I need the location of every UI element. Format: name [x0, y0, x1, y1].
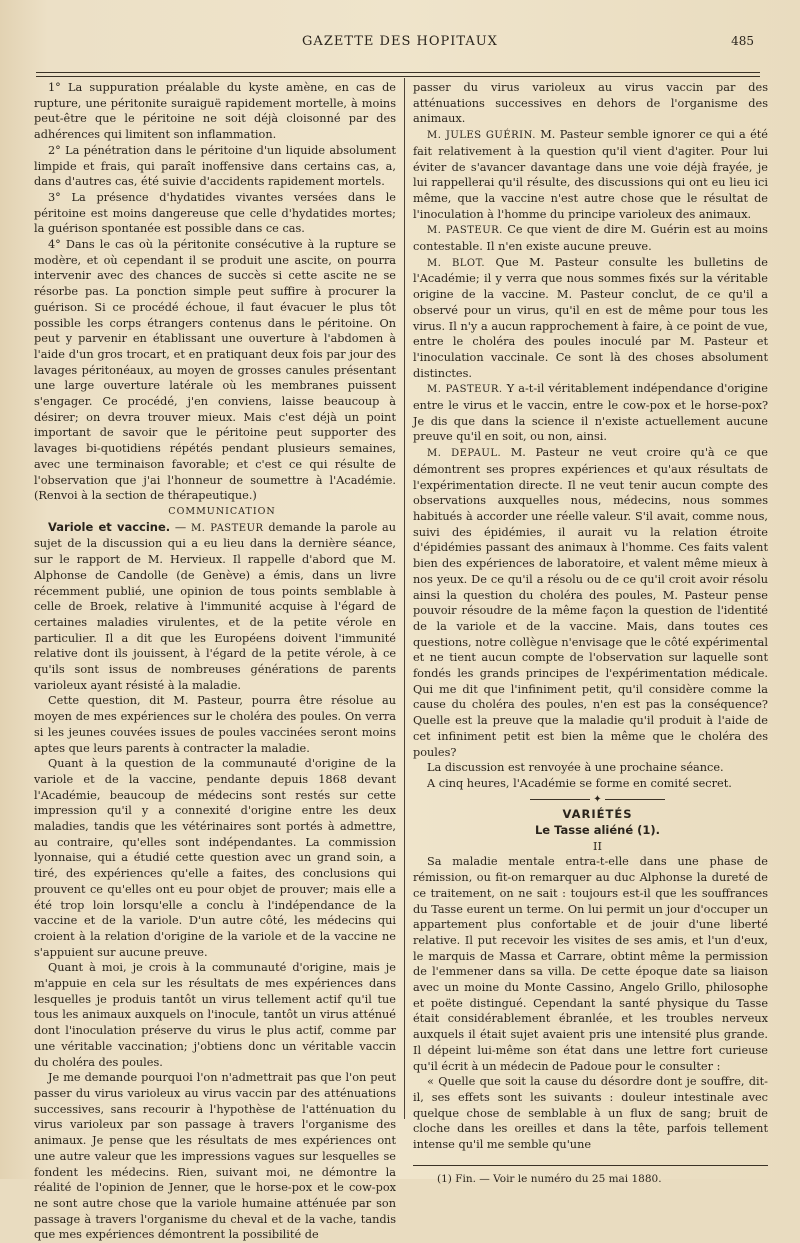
paragraph: A cinq heures, l'Académie se forme en comité secret. — [427, 776, 732, 790]
paragraph-text: demande la parole au sujet de la discussion qui a eu lieu dans la dernière séance, sur le rapport de M. Hervieux. Il rappelle d'abord que M. Alphonse de Candolle (de Genève) a émis, dans un livre récemment publié, une opinion de tous points semblable à celle de Broek, relative à l'immunité acquise à l'égard de certaines maladies virulentes, et de la petite vérole en particulier. Il a dit que les Européens doivent l'immunité relative dont ils jouissent, à l'égard de la petite vérole, à ce qu'ils sont issus de nombreuses générations de parents varioleux ayant résisté à la maladie. — [34, 520, 397, 692]
paragraph: La discussion est renvoyée à une prochaine séance. — [427, 761, 724, 775]
paragraph: 3° La présence d'hydatides vivantes versées dans le péritoine est moins dangereuse que celle d'hydatides mortes; la guérison spontanée est possible dans ce cas. — [34, 190, 396, 236]
paragraph: Je me demande pourquoi l'on n'admettrait pas que l'on peut passer du virus varioleux au virus vaccin par des atténuations successives, sans recourir à l'hypothèse de l'atténuation du virus varioleux par son passage à travers l'organisme des animaux. Je pense que les résultats de mes expériences ont une autre valeur que les impressions vagues sur lesquelles se fondent les médecins. Rien, suivant moi, ne démontre la réalité de l'opinion de Jenner, que le horse-pox et le cow-pox ne sont autre chose que la variole humaine atténuée par son passage à travers l'organisme du cheval et de la vache, tandis que mes expériences démontrent la possibilité de — [34, 1071, 396, 1242]
speaker-name: M. BLOT. — [427, 257, 486, 269]
paragraph — [413, 222, 768, 254]
speaker-name: M. PASTEUR. — [427, 225, 503, 237]
header-rule — [36, 72, 760, 77]
paragraph — [413, 381, 768, 445]
paragraph-text: Que M. Pasteur consulte les bulletins de l'Académie; il y verra que nous sommes fixés sur la véritable origine de la vaccine. M. Pasteur conclut, de ce qu'il a observé pour un virus, qu'il en est de même pour tous les virus. Il n'y a aucun rapprochement à faire, à ce point de vue, entre le choléra des poules inoculé par M. Pasteur et l'inoculation vaccinale. Ce sont là des choses absolument distinctes. — [413, 255, 768, 380]
paragraph — [413, 255, 768, 382]
paragraph — [34, 520, 396, 694]
speaker-name: M. JULES GUÉRIN. — [427, 130, 536, 142]
footnote-rule — [413, 1165, 768, 1166]
ornament-divider: ✦ — [413, 792, 768, 808]
paragraph: Cette question, dit M. Pasteur, pourra être résolue au moyen de mes expériences sur le choléra des poules. On verra si les jeunes couvées issues de poules vaccinées seront moins aptes que leurs parents à contracter la maladie. — [34, 694, 396, 755]
page-number: 485 — [731, 34, 754, 48]
journal-title: GAZETTE DES HOPITAUX — [302, 34, 498, 49]
section-heading: VARIÉTÉS — [562, 807, 633, 822]
right-column — [413, 80, 768, 1185]
speaker-name: M. PASTEUR — [190, 522, 264, 534]
article-title: Le Tasse aliéné (1). — [534, 823, 661, 838]
paragraph-text: Y a-t-il véritablement indépendance d'origine entre le virus et le vaccin, entre le cow-pox et le horse-pox? Je dis que dans la science il n'existe actuellement aucune preuve qu'il en soit, ou non, ainsi. — [413, 382, 768, 444]
paragraph: Quant à moi, je crois à la communauté d'origine, mais je m'appuie en cela sur les résultats de mes expériences dans lesquelles je produis tantôt un virus tellement actif qu'il tue tous les animaux auxquels on l'inocule, tantôt un virus atténué dont l'inoculation préserve du virus le plus actif, comme par une véritable vaccination; j'obtiens donc un véritable vaccin du choléra des poules. — [34, 961, 396, 1069]
column-divider — [404, 78, 405, 1119]
paragraph: 1° La suppuration préalable du kyste amène, en cas de rupture, une péritonite suraiguë rapidement mortelle, à moins peut-être que le péritoine ne soit déjà cloisonné par des adhérences qui limitent son inflammation. — [34, 81, 396, 142]
paragraph: 4° Dans le cas où la péritonite consécutive à la rupture se modère, et où cependant il se produit une ascite, on pourra intervenir avec des chances de succès si cette ascite ne se résorbe pas. La ponction simple peut suffire à procurer la guérison. Si ce procédé échoue, il faut évacuer le plus tôt possible les corps étrangers contenus dans le péritoine. On peut y parvenir en établissant une ouverture à l'abdomen à l'aide d'un gros trocart, et en pratiquant deux fois par jour des lavages péritonéaux, au moyen de grosses canules présentant une large ouverture latérale où les membranes puissent s'engager. Ce procédé, j'en conviens, laisse beaucoup à désirer; on devra trouver mieux. Mais c'est déjà un point important de savoir que le péritoine peut supporter des lavages bi-quotidiens répétés pendant plusieurs semaines, avec une terminaison favorable; et c'est ce qui résulte de l'observation que j'ai l'honneur de soumettre à l'Académie. (Renvoi à la section de thérapeutique.) — [34, 238, 396, 503]
paragraph: passer du virus varioleux au virus vaccin par des atténuations successives en dehors de l'organisme des animaux. — [413, 81, 768, 126]
paragraph: « Quelle que soit la cause du désordre dont je souffre, dit-il, ses effets sont les suivants : douleur intestinale avec quelque chose de semblable à un flux de sang; bruit de cloche dans les oreilles et dans la tête, parfois tellement intense qu'il me semble qu'une — [413, 1075, 768, 1152]
footnote: (1) Fin. — Voir le numéro du 25 mai 1880. — [437, 1172, 662, 1185]
paragraph — [413, 445, 768, 760]
page-header — [20, 30, 780, 64]
speaker-name: M. PASTEUR. — [427, 384, 503, 396]
paragraph: Sa maladie mentale entra-t-elle dans une phase de rémission, ou fit-on remarquer au duc Alphonse la dureté de ce traitement, on ne sait : toujours est-il que les souffrances du Tasse eurent un terme. On lui permit un jour d'occuper un appartement plus confortable et de jouir d'une liberté relative. Il put recevoir les visites de ses amis, et l'un d'eux, le marquis de Massa et Carrare, obtint même la permission de l'emmener dans sa villa. De cette époque date sa liaison avec un moine du Monte Cassino, Angelo Grillo, philosophe et poëte distingué. Cependant la santé physique du Tasse était considérablement ébranlée, et les troubles nerveux auxquels il était sujet avaient pris une intensité plus grande. Il dépeint lui-même son état dans une lettre fort curieuse qu'il écrit à un médecin de Padoue pour le consulter : — [413, 855, 768, 1073]
paragraph-text: Ce que vient de dire M. Guérin est au moins contestable. Il n'en existe aucune preuve. — [413, 223, 768, 254]
dash: — — [170, 520, 191, 534]
speaker-name: M. DEPAUL. — [427, 448, 502, 460]
paragraph — [413, 127, 768, 222]
section-heading: COMMUNICATION — [168, 505, 276, 517]
left-column — [34, 80, 397, 1242]
paragraph-text: M. Pasteur semble ignorer ce qui a été fait relativement à la question qu'il vient d'agiter. Pour lui éviter de s'avancer davantage dans une voie déjà frayée, je lui rappellerai qu'il résulte, des discussions qui ont eu lieu ici même, que la vaccine n'est autre chose que le résultat de l'inoculation à l'homme du principe varioleux des animaux. — [413, 128, 768, 221]
chapter-number: II — [593, 839, 602, 853]
paragraph: 2° La pénétration dans le péritoine d'un liquide absolument limpide et frais, qui paraît inoffensive dans certains cas, a, dans d'autres cas, été suivie d'accidents rapidement mortels. — [34, 143, 396, 189]
paragraph: Quant à la question de la communauté d'origine de la variole et de la vaccine, pendante depuis 1868 devant l'Académie, beaucoup de médecins sont restés sur cette impression qu'il y a connexité d'origine entre les deux maladies, tandis que les vétérinaires sont portés à admettre, au contraire, qu'elles sont indépendantes. La commission lyonnaise, qui a étudié cette question avec un grand soin, a tiré, des expériences qu'elle a faites, des conclusions qui prouvent ce qu'elles ont eu pour objet de prouver; mais elle a été trop loin lorsqu'elle a conclu à l'indépendance de la vaccine et de la variole. D'un autre côté, les médecins qui croient à la relation d'origine de la variole et de la vaccine ne s'appuient sur aucune preuve. — [34, 757, 396, 959]
paragraph-text: M. Pasteur ne veut croire qu'à ce que démontrent ses propres expériences et qu'aux résultats de l'expérimentation directe. Il ne veut tenir aucun compte des observations auxquelles nous, médecins, nous sommes habitués à accorder une réelle valeur. S'il avait, comme nous, suivi des épidémies, il aurait vu la relation étroite d'épidémies passant des animaux à l'homme. Ces faits valent bien des expériences de laboratoire, et valent même mieux à nos yeux. De ce qu'il a résolu ou de ce qu'il croit avoir résolu ainsi la question du choléra des poules, M. Pasteur pense pouvoir résoudre de la même façon la question de l'identité de la variole et de la vaccine. Mais, dans toutes ces questions, notre collègue n'envisage que le côté expérimental et ne tient aucun compte de l'observation sur laquelle sont fondés les grands principes de l'expérimentation médicale. Qui me dit que l'infiniment petit, qu'il considère comme la cause du choléra des poules, n'en est pas la conséquence? Quelle est la preuve que la maladie qu'il produit à l'aide de cet infiniment petit est bien la même que le choléra des poules? — [413, 446, 768, 759]
article-heading: Variole et vaccine. — [48, 519, 171, 534]
